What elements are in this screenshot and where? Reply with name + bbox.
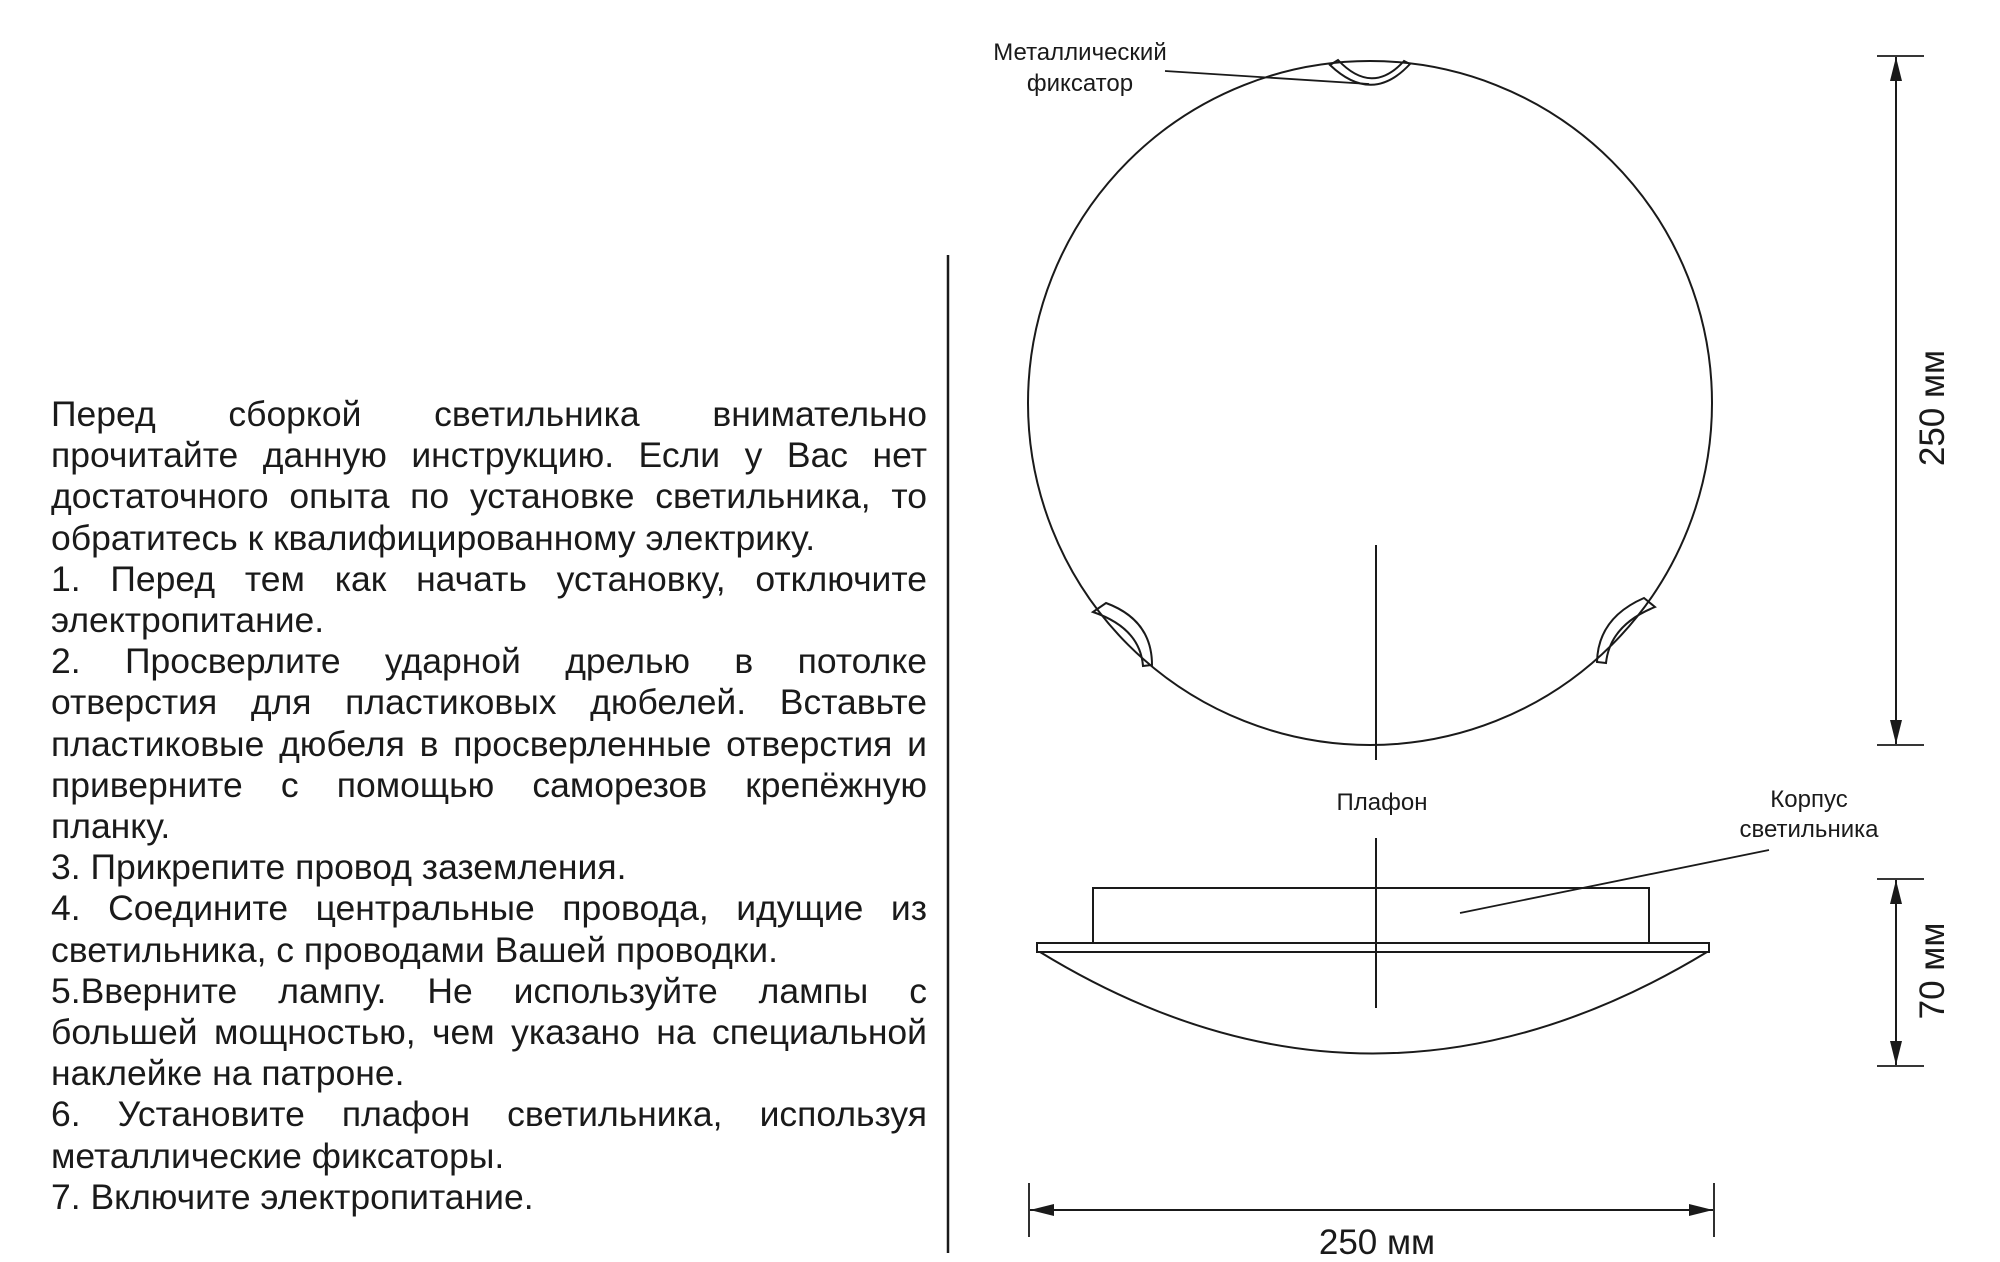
step-1: 1. Перед тем как начать установку, отключите электропитание. [51, 558, 927, 641]
step-4: 4. Соедините центральные провода, идущие из светильника, с проводами Вашей проводки. [51, 888, 927, 970]
step-2: 2. Просверлите ударной дрелью в потолке отверстия для пластиковых дюбелей. Вставьте пластиковые дюбеля в просверленные отверстия и приверните с помощью саморезов крепёжную планку. [51, 641, 927, 847]
shade-top-view [1028, 61, 1712, 745]
body-leader-line [1460, 850, 1769, 913]
step-6: 6. Установите плафон светильника, используя металлические фиксаторы. [51, 1094, 927, 1176]
fixator-label-line2: фиксатор [1026, 70, 1134, 97]
dim-70-label: 70 мм [1913, 922, 1952, 1020]
metal-clip-top [1330, 60, 1410, 85]
body-label-line2: светильника [1739, 816, 1879, 843]
shade-rim-side [1037, 943, 1709, 952]
intro-paragraph: Перед сборкой светильника внимательно прочитайте данную инструкцию. Если у Вас нет достаточного опыта по установке светильника, то обратитесь к квалифицированному электрику. [51, 394, 927, 558]
step-3: 3. Прикрепите провод заземления. [51, 847, 627, 888]
shade-bowl-side [1040, 952, 1707, 1054]
lamp-body-side [1093, 888, 1649, 943]
step-7: 7. Включите электропитание. [51, 1176, 534, 1217]
step-5: 5.Вверните лампу. Не используйте лампы с большей мощностью, чем указано на специальной наклейке на патроне. [51, 970, 927, 1094]
body-label-line1: Корпус [1770, 786, 1848, 813]
dim-width-label: 250 мм [1318, 1223, 1436, 1262]
metal-clip-left [1093, 603, 1152, 666]
dim-250-vertical-label: 250 мм [1913, 349, 1952, 467]
shade-label: Плафон [1336, 789, 1428, 816]
fixator-label-line1: Металлический [993, 39, 1167, 66]
